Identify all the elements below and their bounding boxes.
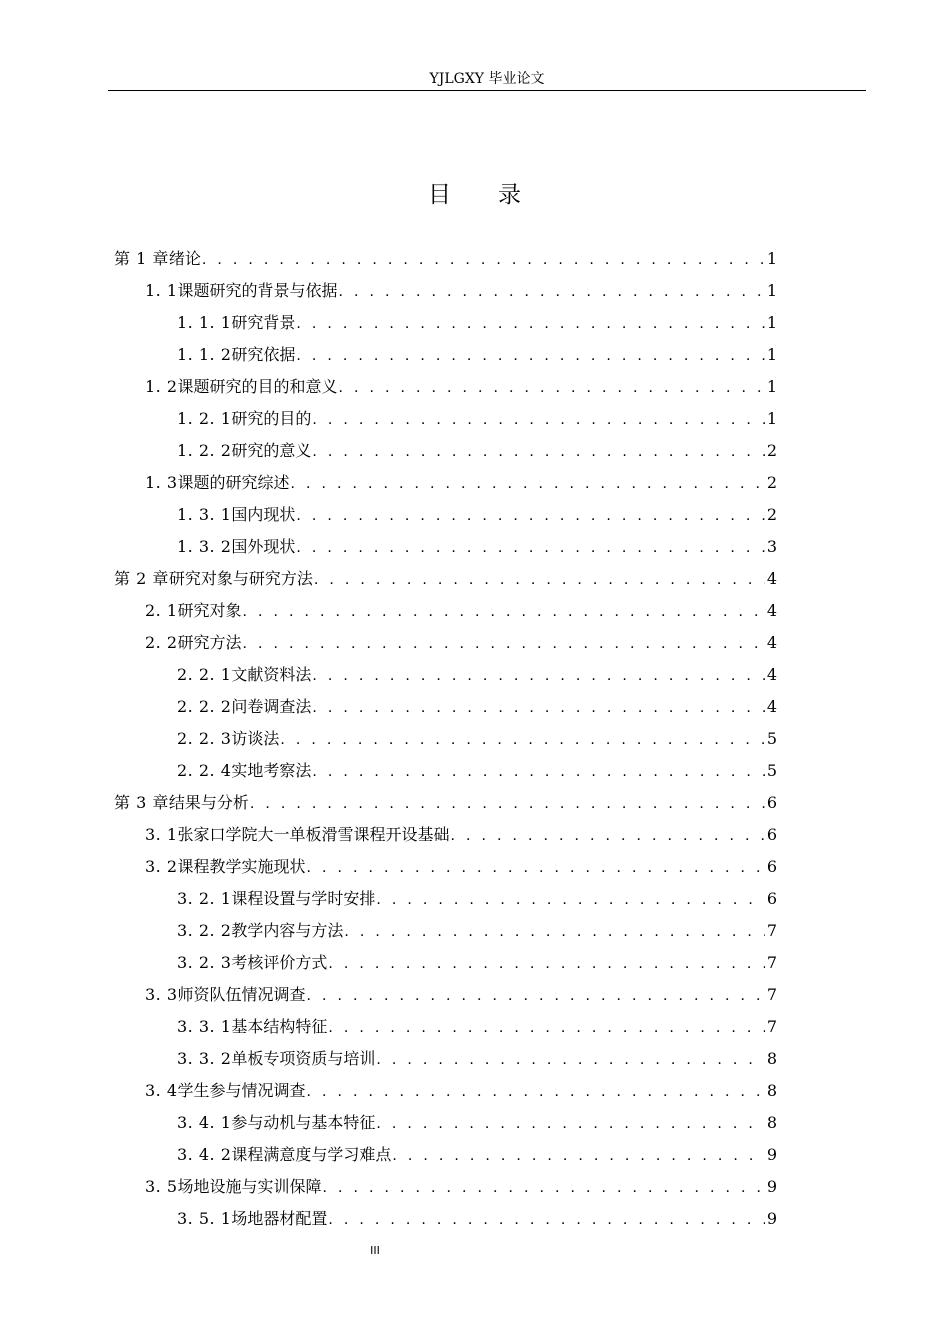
toc-dot-leader [312, 436, 764, 468]
toc-entry-number: 第 3 章 [114, 793, 169, 812]
toc-entry-page: 1 [766, 377, 777, 396]
toc-entry[interactable] [114, 339, 777, 371]
toc-entry-number: 2. 2. 2 [177, 697, 232, 716]
toc-entry-number: 1. 3 [145, 473, 178, 492]
toc-entry[interactable] [114, 1139, 777, 1171]
toc-entry-title: 课题研究的目的和意义 [177, 377, 338, 396]
toc-entry-page: 4 [766, 601, 777, 620]
toc-entry[interactable] [114, 1203, 777, 1235]
toc-entry-title: 研究依据 [231, 345, 296, 364]
toc-dot-leader [376, 1108, 764, 1140]
toc-entry[interactable] [114, 435, 777, 467]
toc-entry-title: 单板专项资质与培训 [231, 1049, 376, 1068]
toc-entry-number: 1. 1 [145, 281, 178, 300]
toc-dot-leader [314, 564, 765, 596]
toc-entry-number: 3. 2. 3 [177, 953, 232, 972]
toc-entry-page: 3 [766, 537, 777, 556]
toc-entry-number: 第 1 章 [114, 249, 169, 268]
toc-dot-leader [312, 692, 764, 724]
toc-entry-title: 文献资料法 [231, 665, 312, 684]
toc-entry[interactable] [114, 1107, 777, 1139]
toc-entry-number: 3. 1 [145, 825, 178, 844]
toc-entry-page: 1 [766, 345, 777, 364]
toc-entry-page: 1 [766, 409, 777, 428]
toc-entry-number: 2. 2. 4 [177, 761, 232, 780]
toc-entry-page: 4 [766, 697, 777, 716]
toc-dot-leader [344, 916, 764, 948]
toc-entry[interactable] [114, 627, 777, 659]
toc-dot-leader [250, 788, 765, 820]
toc-entry-page: 9 [766, 1145, 777, 1164]
toc-entry-number: 3. 5. 1 [177, 1209, 232, 1228]
toc-entry-title: 国内现状 [231, 505, 296, 524]
page-number: III [370, 1244, 380, 1257]
toc-entry-page: 5 [766, 729, 777, 748]
toc-entry-title: 研究的目的 [231, 409, 312, 428]
toc-entry[interactable] [114, 403, 777, 435]
toc-dot-leader [312, 756, 764, 788]
toc-entry-number: 1. 2 [145, 377, 178, 396]
toc-entry-page: 4 [766, 633, 777, 652]
toc-dot-leader [291, 468, 765, 500]
toc-entry-title: 研究背景 [231, 313, 296, 332]
toc-dot-leader [323, 1172, 765, 1204]
toc-entry[interactable] [114, 819, 777, 851]
toc-entry-page: 6 [766, 793, 777, 812]
toc-entry[interactable] [114, 1075, 777, 1107]
toc-entry-page: 2 [766, 473, 777, 492]
toc-entry-page: 1 [766, 281, 777, 300]
toc-entry-title: 实地考察法 [231, 761, 312, 780]
page-header: YJLGXY 毕业论文 [108, 70, 866, 91]
toc-entry-number: 1. 3. 1 [177, 505, 232, 524]
toc-entry[interactable] [114, 595, 777, 627]
toc-entry-number: 3. 2. 1 [177, 889, 232, 908]
toc-entry-number: 1. 2. 2 [177, 441, 232, 460]
toc-entry-number: 1. 3. 2 [177, 537, 232, 556]
toc-entry[interactable] [114, 499, 777, 531]
toc-entry-title: 张家口学院大一单板滑雪课程开设基础 [177, 825, 450, 844]
toc-entry-title: 研究的意义 [231, 441, 312, 460]
toc-entry[interactable] [114, 243, 777, 275]
toc-entry-number: 3. 5 [145, 1177, 178, 1196]
toc-entry-title: 师资队伍情况调查 [177, 985, 306, 1004]
toc-dot-leader [312, 404, 764, 436]
toc-dot-leader [307, 852, 765, 884]
toc-entry-page: 1 [766, 313, 777, 332]
toc-entry-title: 访谈法 [231, 729, 280, 748]
toc-entry-number: 2. 2 [145, 633, 178, 652]
toc-entry-number: 第 2 章 [114, 569, 169, 588]
toc-entry-title: 学生参与情况调查 [177, 1081, 306, 1100]
toc-entry-title: 参与动机与基本特征 [231, 1113, 376, 1132]
toc-entry-page: 1 [766, 249, 777, 268]
toc-dot-leader [451, 820, 765, 852]
toc-dot-leader [296, 340, 764, 372]
toc-entry-number: 3. 4 [145, 1081, 178, 1100]
toc-entry-title: 绪论 [168, 249, 201, 268]
toc-entry[interactable] [114, 883, 777, 915]
toc-entry-number: 1. 1. 1 [177, 313, 232, 332]
toc-entry-page: 8 [766, 1113, 777, 1132]
toc-entry[interactable] [114, 1011, 777, 1043]
toc-entry-number: 3. 4. 1 [177, 1113, 232, 1132]
toc-dot-leader [307, 1076, 765, 1108]
toc-entry-title: 课程满意度与学习难点 [231, 1145, 392, 1164]
toc-entry-number: 3. 4. 2 [177, 1145, 232, 1164]
toc-entry[interactable] [114, 755, 777, 787]
toc-entry-number: 2. 2. 1 [177, 665, 232, 684]
toc-dot-leader [296, 308, 764, 340]
toc-dot-leader [312, 660, 764, 692]
toc-entry-number: 2. 2. 3 [177, 729, 232, 748]
toc-entry-page: 7 [766, 985, 777, 1004]
toc-entry[interactable] [114, 467, 777, 499]
toc-dot-leader [339, 372, 765, 404]
toc-entry-number: 3. 3. 2 [177, 1049, 232, 1068]
toc-entry[interactable] [114, 531, 777, 563]
toc-entry[interactable] [114, 307, 777, 339]
toc-entry-title: 课题的研究综述 [177, 473, 290, 492]
toc-entry-page: 7 [766, 921, 777, 940]
toc-entry-title: 场地设施与实训保障 [177, 1177, 322, 1196]
toc-dot-leader [296, 500, 764, 532]
toc-dot-leader [328, 948, 764, 980]
toc-entry-number: 1. 2. 1 [177, 409, 232, 428]
toc-title-char-1: 目 [428, 182, 452, 208]
toc-entry[interactable] [114, 1171, 777, 1203]
toc-entry-title: 场地器材配置 [231, 1209, 328, 1228]
toc-entry-title: 结果与分析 [168, 793, 249, 812]
toc-dot-leader [280, 724, 764, 756]
toc-entry-title: 研究对象 [177, 601, 242, 620]
toc-entry-title: 课程教学实施现状 [177, 857, 306, 876]
toc-dot-leader [296, 532, 764, 564]
toc-entry-title: 课题研究的背景与依据 [177, 281, 338, 300]
toc-entry[interactable] [114, 787, 777, 819]
toc-entry-title: 问卷调查法 [231, 697, 312, 716]
toc-dot-leader [328, 1204, 764, 1236]
toc-entry-page: 9 [766, 1177, 777, 1196]
toc-entry[interactable] [114, 275, 777, 307]
toc-entry-number: 1. 1. 2 [177, 345, 232, 364]
toc-entry[interactable] [114, 1043, 777, 1075]
toc-dot-leader [307, 980, 765, 1012]
toc-entry[interactable] [114, 947, 777, 979]
toc-entry-page: 9 [766, 1209, 777, 1228]
toc-entry[interactable] [114, 979, 777, 1011]
toc-entry-number: 3. 2. 2 [177, 921, 232, 940]
toc-dot-leader [243, 596, 765, 628]
toc-title [0, 180, 950, 210]
toc-entry-page: 7 [766, 1017, 777, 1036]
toc-dot-leader [202, 244, 765, 276]
toc-entry-page: 8 [766, 1049, 777, 1068]
toc-entry-title: 教学内容与方法 [231, 921, 344, 940]
toc-entry-page: 5 [766, 761, 777, 780]
toc-dot-leader [328, 1012, 764, 1044]
toc-dot-leader [243, 628, 765, 660]
toc-entry-page: 8 [766, 1081, 777, 1100]
toc-entry-title: 研究方法 [177, 633, 242, 652]
toc-entry-title: 课程设置与学时安排 [231, 889, 376, 908]
toc-entry[interactable] [114, 915, 777, 947]
toc-entry[interactable] [114, 371, 777, 403]
toc-entry-page: 6 [766, 889, 777, 908]
toc-entry-page: 4 [766, 665, 777, 684]
toc-title-char-2: 录 [498, 182, 522, 208]
toc-dot-leader [339, 276, 765, 308]
toc-entry[interactable] [114, 563, 777, 595]
toc-entry[interactable] [114, 691, 777, 723]
toc-entry-title: 基本结构特征 [231, 1017, 328, 1036]
toc-entry-number: 3. 2 [145, 857, 178, 876]
toc-entry-number: 3. 3 [145, 985, 178, 1004]
toc-entry-page: 6 [766, 857, 777, 876]
toc-entry[interactable] [114, 851, 777, 883]
toc-entry-page: 4 [766, 569, 777, 588]
toc-entry-number: 3. 3. 1 [177, 1017, 232, 1036]
toc-entry-title: 研究对象与研究方法 [168, 569, 313, 588]
toc-dot-leader [376, 1044, 764, 1076]
toc-entry[interactable] [114, 659, 777, 691]
toc-entry-number: 2. 1 [145, 601, 178, 620]
toc-entry-page: 7 [766, 953, 777, 972]
toc-entry-page: 2 [766, 441, 777, 460]
toc-entry[interactable] [114, 723, 777, 755]
table-of-contents [114, 243, 777, 1235]
toc-dot-leader [392, 1140, 764, 1172]
toc-entry-title: 考核评价方式 [231, 953, 328, 972]
toc-entry-page: 6 [766, 825, 777, 844]
toc-entry-page: 2 [766, 505, 777, 524]
toc-entry-title: 国外现状 [231, 537, 296, 556]
toc-dot-leader [376, 884, 764, 916]
